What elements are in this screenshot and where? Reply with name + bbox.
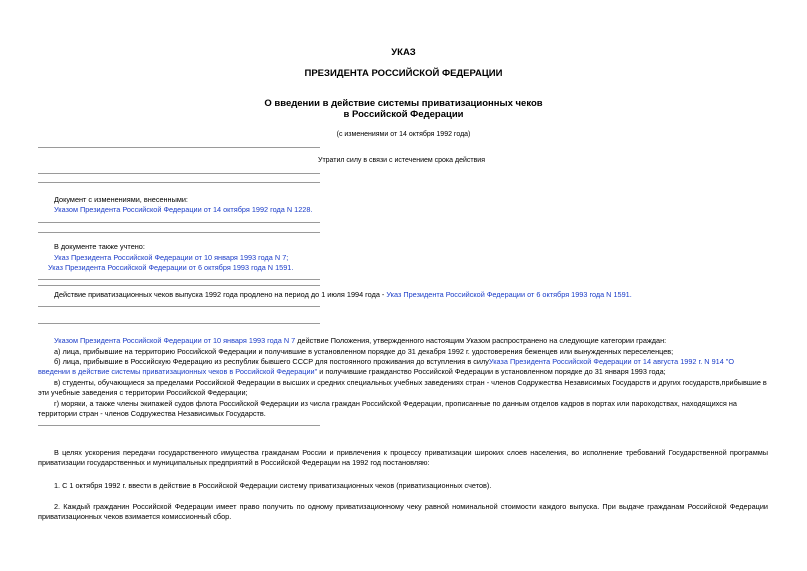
extension-intro: [54, 336, 774, 346]
divider: [38, 425, 320, 426]
also-decree-link-1[interactable]: Указ Президента Российской Федерации от 10 января 1993 года N 7;: [54, 253, 289, 262]
item-b-decree-link[interactable]: Указа Президента Российской Федерации от 14 августа 1992 г. N 914 "О введении в действие системы приватизационных чеков в Российской Федерации": [38, 357, 735, 376]
document-type: УКАЗ: [391, 47, 416, 58]
also-decree-link-2[interactable]: Указ Президента Российской Федерации от 6 октября 1993 года N 1591.: [48, 263, 294, 272]
divider: [38, 279, 320, 280]
extension-item-v: в) студенты, обучающиеся за пределами Российской Федерации в высших и средних специальных учебных заведениях стран - членов Содружества Независимых Государств и других государств,прибывшие в эти учебные заведения с территории Российской Федерации;: [38, 378, 767, 397]
item-b-text: б) лица, прибывшие в Российскую Федерацию из республик бывшего СССР для постоянного проживания до вступления в силу: [54, 357, 489, 366]
extension-decree-link[interactable]: Указом Президента Российской Федерации от 10 января 1993 года N 7: [54, 336, 296, 345]
divider: [38, 182, 320, 183]
extension-item-a: а) лица, прибывшие на территорию Российской Федерации и получившие в установленном порядке до 31 декабря 1992 г. удостоверения беженцев или вынужденных переселенцев;: [54, 347, 674, 356]
divider: [38, 222, 320, 223]
item-b-text-end: и получившие гражданство Российской Федерации в установленном порядке до 31 января 1993 года;: [317, 366, 666, 376]
document-title-line1: О введении в действие системы приватизационных чеков: [264, 98, 543, 109]
divider: [38, 147, 320, 148]
changes-decree-link[interactable]: Указом Президента Российской Федерации от 14 октября 1992 года N 1228.: [54, 205, 313, 214]
validity-note: [54, 290, 632, 300]
divider: [38, 232, 320, 233]
also-intro: В документе также учтено:: [54, 242, 145, 251]
divider: [38, 285, 320, 286]
divider: [38, 306, 320, 307]
divider: [38, 323, 320, 324]
validity-decree-link[interactable]: Указ Президента Российской Федерации от 6 октября 1993 года N 1591.: [386, 290, 632, 299]
document-title-line2: в Российской Федерации: [343, 109, 464, 120]
amendments-note: (с изменениями от 14 октября 1992 года): [336, 131, 471, 138]
divider: [38, 173, 320, 174]
clause-2: 2. Каждый гражданин Российской Федерации имеет право получить по одному приватизационному чеку равной номинальной стоимости каждого выпуска. При выдаче гражданам Российской Федерации приватизационных чеков взимается комиссионный сбор.: [38, 502, 768, 521]
validity-note-text: Действие приватизационных чеков выпуска 1992 года продлено на период до 1 июля 1994 года -: [54, 290, 387, 299]
issuer: ПРЕЗИДЕНТА РОССИЙСКОЙ ФЕДЕРАЦИИ: [304, 68, 503, 79]
extension-intro-text: действие Положения, утвержденного настоящим Указом распространено на следующие категории граждан:: [295, 336, 667, 345]
preamble: В целях ускорения передачи государственного имущества гражданам России и привлечения к процессу приватизации широких слоев населения, во исполнение требований Государственной программы приватизации государственных и муниципальных предприятий в Российской Федерации на 1992 год постановляю:: [38, 448, 768, 467]
extension-item-b: [38, 357, 768, 376]
extension-item-g: г) моряки, а также члены экипажей судов флота Российской Федерации из числа граждан Российской Федерации, прописанные по данным отделов кадров в портах или пароходствах, находящихся на территории стран - членов Содружества Независимых Государств.: [38, 399, 737, 418]
changes-intro: Документ с изменениями, внесенными:: [54, 195, 188, 204]
clause-1: 1. С 1 октября 1992 г. ввести в действие в Российской Федерации систему приватизационных чеков (приватизационных счетов).: [54, 481, 492, 490]
status-note: Утратил силу в связи с истечением срока действия: [318, 157, 485, 164]
